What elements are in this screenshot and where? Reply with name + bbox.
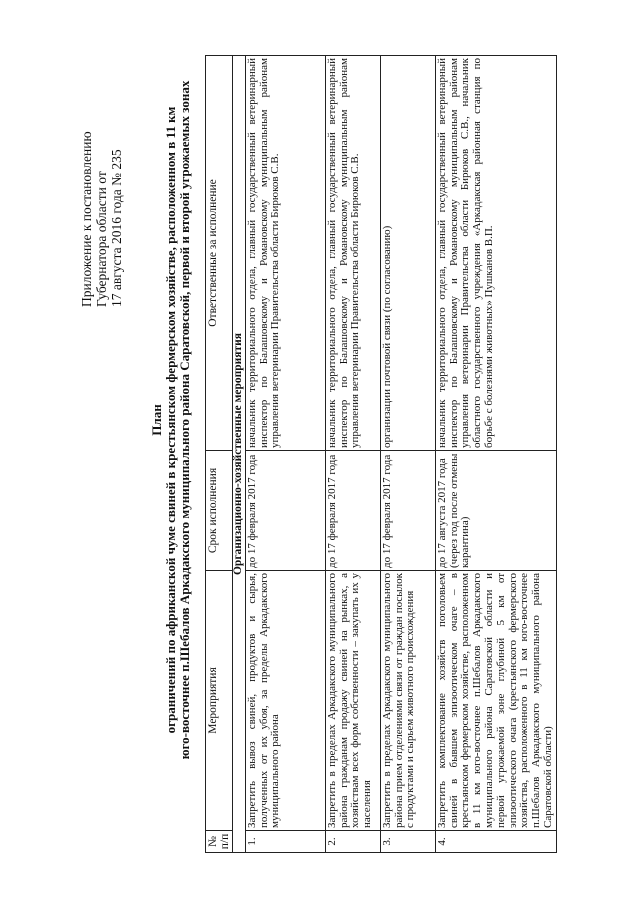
row-measure: Запретить вывоз свиней, продуктов и сырья, полученных от их убоя, за пределы Аркадакского муниципального района [245,571,325,831]
header-measure: Мероприятия [206,571,233,831]
table-row [245,56,325,853]
row-deadline: до 17 февраля 2017 года [245,451,325,571]
row-responsible: начальник территориального отдела, главный государственный ветеринарный инспектор по Балашовскому и Романовскому муниципальным районам управления ветеринарии Правительства области Бирюков С.В., начальник областного государственного учреждения «Аркадакская районная станция по борьбе с болезнями животных» Пушканов В.П. [435,56,556,451]
row-measure: Запретить комплектование хозяйств поголовьем свиней в бывшем эпизоотическом очаге – в крестьянском фермерском хозяйстве, расположенном в 11 км юго-восточнее п.Шебалов Аркадакского муниципального района Саратовской области и первой угрожаемой зоне глубиной 5 км от эпизоотического очага (крестьянского фермерского хозяйства, расположенного в 11 км юго-восточнее п.Шебалов Аркадакского муниципального района Саратовской области) [435,571,556,831]
annex-line-1: Приложение к постановлению [79,131,94,307]
annex-line-3: 17 августа 2016 года № 235 [109,149,124,307]
table-row [435,56,556,853]
row-measure: Запретить в пределах Аркадакского муниципального района прием отделениями связи от граждан посылок с продуктами и сырьем животного происхождения [380,571,435,831]
row-deadline: до 17 февраля 2017 года [380,451,435,571]
table-row [380,56,435,853]
measures-table [205,55,557,853]
row-num: 3. [380,831,435,853]
header-num: № п/п [206,831,233,853]
annex-line-2: Губернатора области от [94,171,109,307]
annex-note [79,47,124,307]
header-deadline: Срок исполнения [206,451,233,571]
section-title: Организационно-хозяйственные мероприятия [233,56,246,853]
table-header-row [206,56,233,853]
title-line-2: юго-восточнее п.Шебалов Аркадакского муниципального района Саратовской, первой и второй угрожаемых зонах [177,80,192,760]
title-line-1: ограничений по африканской чуме свиней в крестьянском фермерском хозяйстве, расположенном в 11 км [163,106,178,734]
row-deadline: до 17 августа 2017 года (через год после отмены карантина) [435,451,556,571]
row-num: 4. [435,831,556,853]
row-responsible: организации почтовой связи (по согласованию) [380,56,435,451]
title-word: План [149,404,164,436]
row-responsible: начальник территориального отдела, главный государственный ветеринарный инспектор по Балашовскому и Романовскому муниципальным районам управления ветеринарии Правительства области Бирюков С.В. [325,56,380,451]
row-deadline: до 17 февраля 2017 года [325,451,380,571]
row-num: 2. [325,831,380,853]
table-row [325,56,380,853]
row-responsible: начальник территориального отдела, главный государственный ветеринарный инспектор по Балашовскому и Романовскому муниципальным районам управления ветеринарии Правительства области Бирюков С.В. [245,56,325,451]
section-row [233,56,246,853]
row-num: 1. [245,831,325,853]
header-responsible: Ответственные за исполнение [206,56,233,451]
row-measure: Запретить в пределах Аркадакского муниципального района гражданам продажу свиней на рынках, а хозяйствам всех форм собственности – закупать их у населения [325,571,380,831]
document-title [150,75,192,765]
